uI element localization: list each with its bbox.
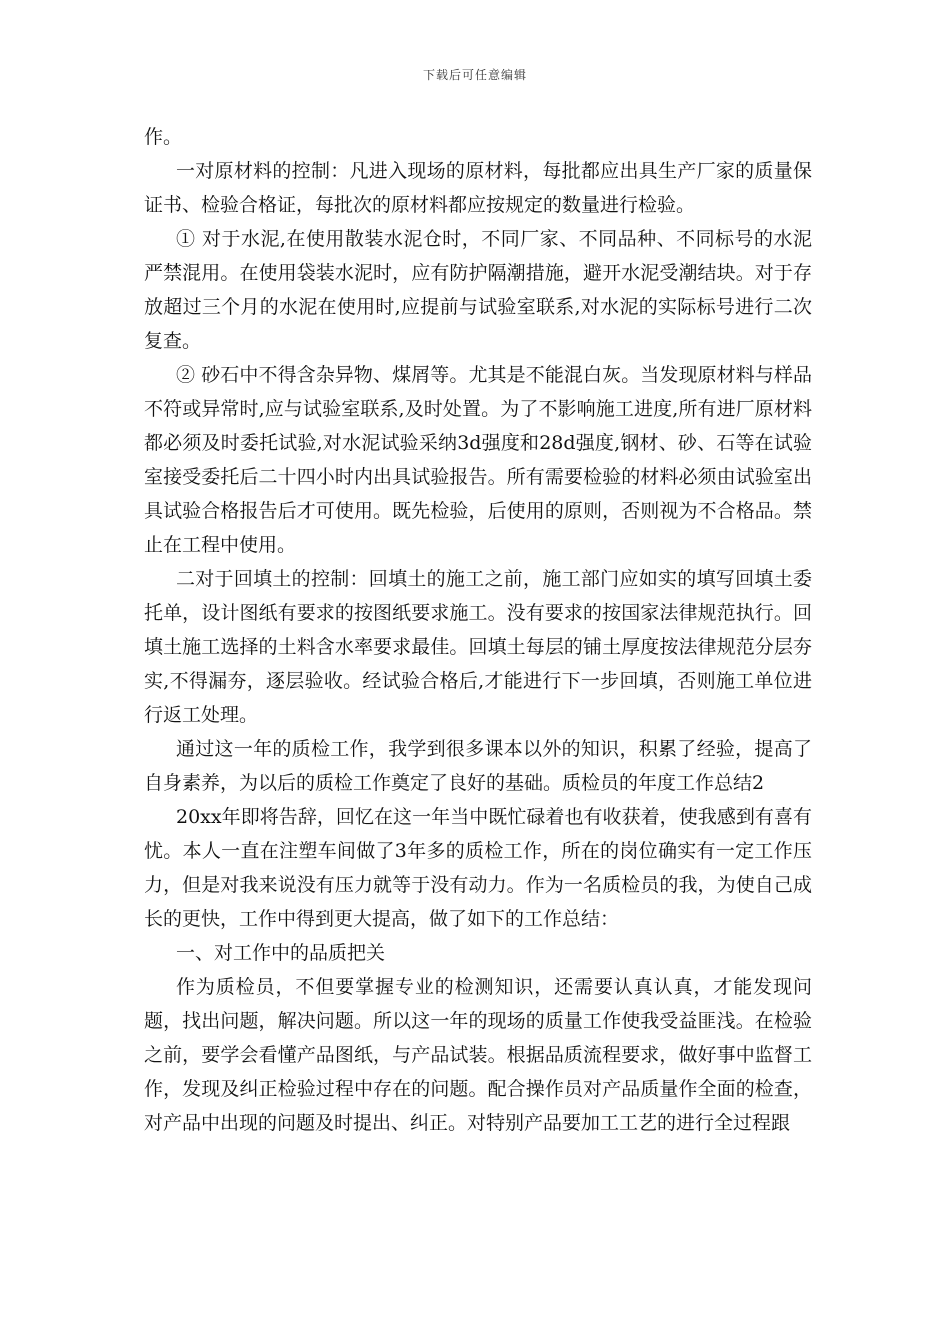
document-body [144, 120, 812, 1140]
paragraph: 通过这一年的质检工作，我学到很多课本以外的知识，积累了经验，提高了自身素养，为以后的质检工作奠定了良好的基础。质检员的年度工作总结2 [144, 738, 812, 794]
paragraph: ① 对于水泥,在使用散装水泥仓时，不同厂家、不同品种、不同标号的水泥严禁混用。在使用袋装水泥时，应有防护隔潮措施，避开水泥受潮结块。对于存放超过三个月的水泥在使用时,应提前与试验室联系,对水泥的实际标号进行二次复查。 [144, 228, 812, 352]
paragraph: 二对于回填土的控制：回填土的施工之前，施工部门应如实的填写回填土委托单，设计图纸有要求的按图纸要求施工。没有要求的按国家法律规范执行。回填土施工选择的土料含水率要求最佳。回填土每层的铺土厚度按法律规范分层夯实,不得漏夯，逐层验收。经试验合格后,才能进行下一步回填，否则施工单位进行返工处理。 [144, 568, 812, 726]
section-heading: 一、对工作中的品质把关 [176, 942, 386, 964]
paragraph: 作。 [144, 126, 183, 148]
paragraph: 一对原材料的控制：凡进入现场的原材料，每批都应出具生产厂家的质量保证书、检验合格证，每批次的原材料都应按规定的数量进行检验。 [144, 160, 812, 216]
paragraph: 作为质检员，不但要掌握专业的检测知识，还需要认真认真，才能发现问题，找出问题，解决问题。所以这一年的现场的质量工作使我受益匪浅。在检验之前，要学会看懂产品图纸，与产品试装。根据品质流程要求，做好事中监督工作，发现及纠正检验过程中存在的问题。配合操作员对产品质量作全面的检查，对产品中出现的问题及时提出、纠正。对特别产品要加工工艺的进行全过程跟 [144, 976, 812, 1134]
page-header: 下载后可任意编辑 [422, 68, 527, 82]
paragraph: ② 砂石中不得含杂异物、煤屑等。尤其是不能混白灰。当发现原材料与样品不符或异常时,应与试验室联系,及时处置。为了不影响施工进度,所有进厂原材料都必须及时委托试验,对水泥试验采纳3d强度和28d强度,钢材、砂、石等在试验室接受委托后二十四小时内出具试验报告。所有需要检验的材料必须由试验室出具试验合格报告后才可使用。既先检验，后使用的原则，否则视为不合格品。禁止在工程中使用。 [144, 364, 812, 556]
paragraph: 20xx年即将告辞，回忆在这一年当中既忙碌着也有收获着，使我感到有喜有忧。本人一直在注塑车间做了3年多的质检工作，所在的岗位确实有一定工作压力，但是对我来说没有压力就等于没有动力。作为一名质检员的我，为使自己成长的更快，工作中得到更大提高，做了如下的工作总结： [144, 806, 812, 930]
